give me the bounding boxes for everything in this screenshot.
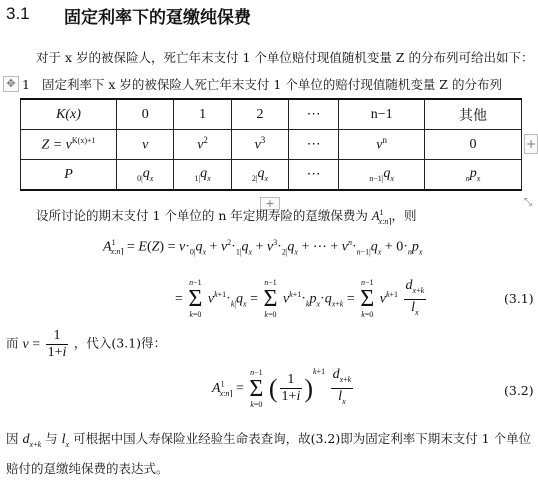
table-cell: 0 bbox=[117, 99, 174, 130]
distribution-table bbox=[20, 98, 522, 191]
table-cell: 2 bbox=[231, 99, 288, 130]
table-caption bbox=[22, 75, 502, 93]
equation-number-2: (3.2) bbox=[504, 383, 534, 398]
body-paragraph-1: 设所讨论的期末支付 1 个单位的 n 年定期寿险的趸缴保费为 $A^1_{x:n⌉}$，则 bbox=[36, 207, 417, 226]
table-cell: $v^n$ bbox=[339, 130, 425, 160]
table-cell: $v^2$ bbox=[174, 130, 231, 160]
table-cell: ⋯ bbox=[289, 130, 339, 160]
table-resize-handle[interactable]: ⤡ bbox=[524, 197, 532, 208]
equation-line-1: $A^1_{x:n⌉} = E(Z) = v\cdot_{0|}q_x + v^2\cdot_{1|}q_x + v^3\cdot_{2|}q_x$ + ⋯ + $v^n\cdot_{n-1|}q_x + 0\cdot_np_x$ bbox=[103, 238, 423, 257]
table-cell: ⋯ bbox=[289, 99, 339, 130]
table-cell: ⋯ bbox=[289, 160, 339, 191]
body-paragraph-2: 而 v = $\frac{1}{1+i}$ ，代入(3.1)得： bbox=[6, 328, 167, 360]
table-row bbox=[21, 130, 522, 160]
table-cell: $_{1|}q_x$ bbox=[174, 160, 231, 191]
table-cell: v bbox=[117, 130, 174, 160]
table-cell: $Z = v^{K(x)+1}$ bbox=[21, 130, 117, 160]
table-caption-text: 固定利率下 x 岁的被保险人死亡年末支付 1 个单位的赔付现值随机变量 Z 的分布列 bbox=[41, 77, 502, 92]
table-cell: P bbox=[21, 160, 117, 191]
table-cell: 0 bbox=[425, 130, 522, 160]
table-cell: 1 bbox=[174, 99, 231, 130]
table-cell: 其他 bbox=[425, 99, 522, 130]
add-row-button[interactable]: + bbox=[260, 197, 280, 210]
table-row bbox=[21, 160, 522, 191]
table-cell: n−1 bbox=[339, 99, 425, 130]
section-title: 固定利率下的趸缴纯保费 bbox=[64, 8, 251, 27]
table-cell: $v^3$ bbox=[231, 130, 288, 160]
equation-number-1: (3.1) bbox=[504, 291, 534, 306]
conclusion-paragraph-cont: 赔付的趸缴纯保费的表达式。 bbox=[6, 461, 169, 476]
table-cell: $_{2|}q_x$ bbox=[231, 160, 288, 191]
table-cell: $_{n-1|}q_x$ bbox=[339, 160, 425, 191]
conclusion-paragraph: 因 $d_{x+k}$ 与 $l_x$ 可根据中国人寿保险业经验生命表查询，故(3.2)即为固定利率下期末支付 1 个单位 bbox=[6, 431, 532, 449]
add-column-button[interactable]: + bbox=[524, 134, 538, 154]
section-number: 3.1 bbox=[6, 4, 30, 23]
table-caption-number: 1 bbox=[22, 77, 30, 92]
table-move-handle[interactable]: ✥ bbox=[3, 76, 19, 92]
equation-line-3: $A^1_{x:n⌉}$ = n−1 Σ k=0 ( $\frac{1}{1+i}$ )$^{k+1}$ $\frac{d_{x+k}}{l_x}$ bbox=[212, 367, 352, 409]
table-cell: $_np_x$ bbox=[425, 160, 522, 191]
intro-paragraph: 对于 x 岁的被保险人，死亡年末支付 1 个单位赔付现值随机变量 Z 的分布列可给出如下： bbox=[36, 50, 534, 65]
math-inline: $A^1_{x:n⌉}$ bbox=[371, 207, 392, 226]
equation-line-2: = n−1 Σ k=0 $v^{k+1}\cdot_{k|}q_x$ = n−1 Σ k=0 $v^{k+1}\cdot_kp_x\cdot q_{x+k}$ = n−1 Σ k=0 $v^{k+1}$ $\frac{d_{x+k}}{l_x}$ bbox=[175, 278, 425, 320]
table-cell: K(x) bbox=[21, 99, 117, 130]
table-cell: $_{0|}q_x$ bbox=[117, 160, 174, 191]
table-row bbox=[21, 99, 522, 130]
